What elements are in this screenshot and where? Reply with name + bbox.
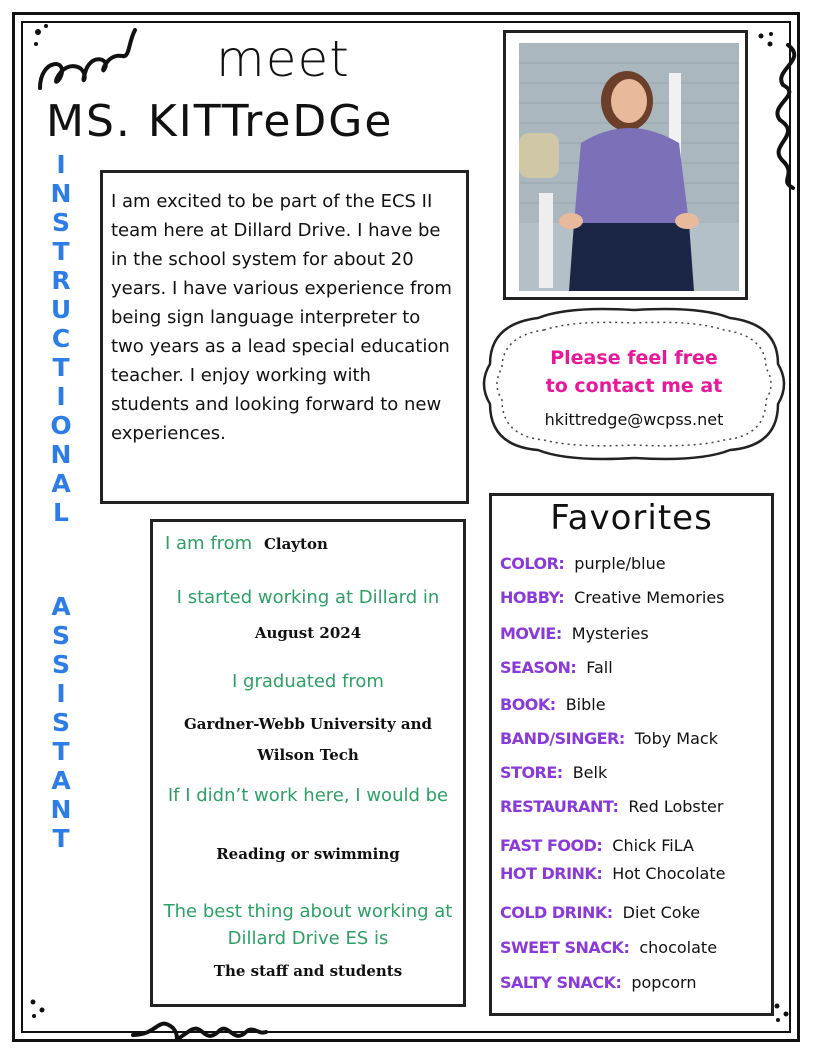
- instructional-letter: A: [51, 469, 71, 498]
- favorite-row: [500, 624, 649, 643]
- favorite-value: Toby Mack: [634, 729, 718, 748]
- instructional-letter: O: [50, 411, 72, 440]
- favorite-value: Hot Chocolate: [612, 864, 726, 883]
- favorite-value: Belk: [572, 763, 608, 782]
- instructional-letter: C: [51, 324, 71, 353]
- assistant-letter: A: [51, 592, 71, 621]
- best-value: The staff and students: [213, 962, 403, 980]
- favorite-label: BOOK:: [500, 695, 556, 714]
- favorite-row: [500, 903, 700, 922]
- heading-meet: meet: [216, 30, 350, 88]
- contact-heading-line1: Please feel free: [550, 347, 718, 369]
- favorite-value: Fall: [586, 658, 613, 677]
- favorite-label: HOT DRINK:: [500, 864, 603, 883]
- favorite-label: RESTAURANT:: [500, 797, 619, 816]
- instructional-letter: N: [50, 179, 72, 208]
- graduated-value-line2: Wilson Tech: [257, 746, 359, 764]
- vertical-title-instructional: [46, 150, 76, 527]
- started-value: August 2024: [254, 624, 362, 642]
- favorite-row: [500, 658, 613, 677]
- teacher-name: MS. KITTreDGe: [46, 96, 394, 147]
- contact-email[interactable]: hkittredge@wcpss.net: [544, 410, 724, 429]
- assistant-letter: S: [51, 621, 70, 650]
- assistant-letter: A: [51, 766, 71, 795]
- assistant-letter: I: [56, 679, 66, 708]
- favorite-label: FAST FOOD:: [500, 836, 603, 855]
- favorite-value: Diet Coke: [622, 903, 701, 922]
- otherwise-prompt: If I didn’t work here, I would be: [167, 785, 449, 806]
- vertical-title-assistant: [46, 592, 76, 853]
- dots-bottom-right: [772, 1000, 794, 1026]
- favorite-label: COLD DRINK:: [500, 903, 613, 922]
- best-prompt-line1: The best thing about working at: [163, 901, 453, 922]
- instructional-letter: T: [52, 237, 70, 266]
- loop-doodle-right: [768, 40, 808, 190]
- assistant-letter: T: [52, 737, 70, 766]
- favorite-row: [500, 763, 607, 782]
- loop-doodle-top-left: [30, 18, 140, 98]
- instructional-letter: S: [51, 208, 70, 237]
- favorite-value: Creative Memories: [574, 588, 725, 607]
- favorite-label: STORE:: [500, 763, 563, 782]
- intro-text: I am excited to be part of the ECS II team here at Dillard Drive. I have be in the school system for about 20 years. I have various experience from being sign language interpreter to two years as a lead special education teacher. I enjoy working with students and looking forward to new experiences.: [111, 191, 452, 444]
- favorite-row: [500, 836, 694, 855]
- from-value: Clayton: [263, 535, 328, 553]
- favorite-value: Mysteries: [571, 624, 649, 643]
- favorite-label: COLOR:: [500, 554, 565, 573]
- graduated-prompt: I graduated from: [232, 671, 384, 692]
- instructional-letter: L: [53, 498, 69, 527]
- contact-badge: [478, 306, 790, 462]
- favorite-row: [500, 797, 723, 816]
- assistant-letter: T: [52, 824, 70, 853]
- from-prompt: [165, 530, 328, 558]
- favorite-row: [500, 973, 696, 992]
- assistant-letter: S: [51, 650, 70, 679]
- favorite-row: [500, 588, 725, 607]
- favorite-value: popcorn: [631, 973, 697, 992]
- teacher-photo: [519, 43, 739, 291]
- favorite-label: SWEET SNACK:: [500, 938, 630, 957]
- contact-heading: [478, 344, 790, 400]
- about-box: [150, 519, 466, 1007]
- started-prompt: I started working at Dillard in: [176, 587, 440, 608]
- best-prompt-line2: Dillard Drive ES is: [227, 928, 389, 949]
- dots-top-right: [756, 30, 778, 50]
- instructional-letter: R: [51, 266, 71, 295]
- favorite-value: Bible: [565, 695, 606, 714]
- assistant-letter: N: [50, 795, 72, 824]
- from-label: I am from: [165, 533, 253, 554]
- instructional-letter: I: [56, 382, 66, 411]
- loop-doodle-bottom: [128, 1010, 268, 1050]
- instructional-letter: U: [50, 295, 72, 324]
- instructional-letter: N: [50, 440, 72, 469]
- favorite-label: HOBBY:: [500, 588, 565, 607]
- otherwise-value: Reading or swimming: [216, 845, 400, 863]
- favorite-value: chocolate: [639, 938, 718, 957]
- contact-heading-line2: to contact me at: [545, 375, 723, 397]
- graduated-value-line1: Gardner-Webb University and: [183, 715, 432, 733]
- intro-box: [100, 170, 469, 504]
- favorite-row: [500, 938, 717, 957]
- favorite-row: [500, 864, 725, 883]
- favorite-label: MOVIE:: [500, 624, 562, 643]
- favorite-value: Red Lobster: [628, 797, 724, 816]
- favorite-row: [500, 729, 718, 748]
- dots-bottom-left: [28, 996, 50, 1022]
- instructional-letter: I: [56, 150, 66, 179]
- favorite-row: [500, 695, 606, 714]
- instructional-letter: T: [52, 353, 70, 382]
- photo-frame: [503, 30, 748, 300]
- favorite-label: SEASON:: [500, 658, 577, 677]
- favorite-value: Chick FiLA: [612, 836, 694, 855]
- favorites-box: [489, 493, 774, 1016]
- favorite-row: [500, 554, 666, 573]
- assistant-letter: S: [51, 708, 70, 737]
- favorite-label: SALTY SNACK:: [500, 973, 622, 992]
- favorites-title: Favorites: [550, 498, 713, 538]
- favorite-value: purple/blue: [574, 554, 666, 573]
- favorite-label: BAND/SINGER:: [500, 729, 625, 748]
